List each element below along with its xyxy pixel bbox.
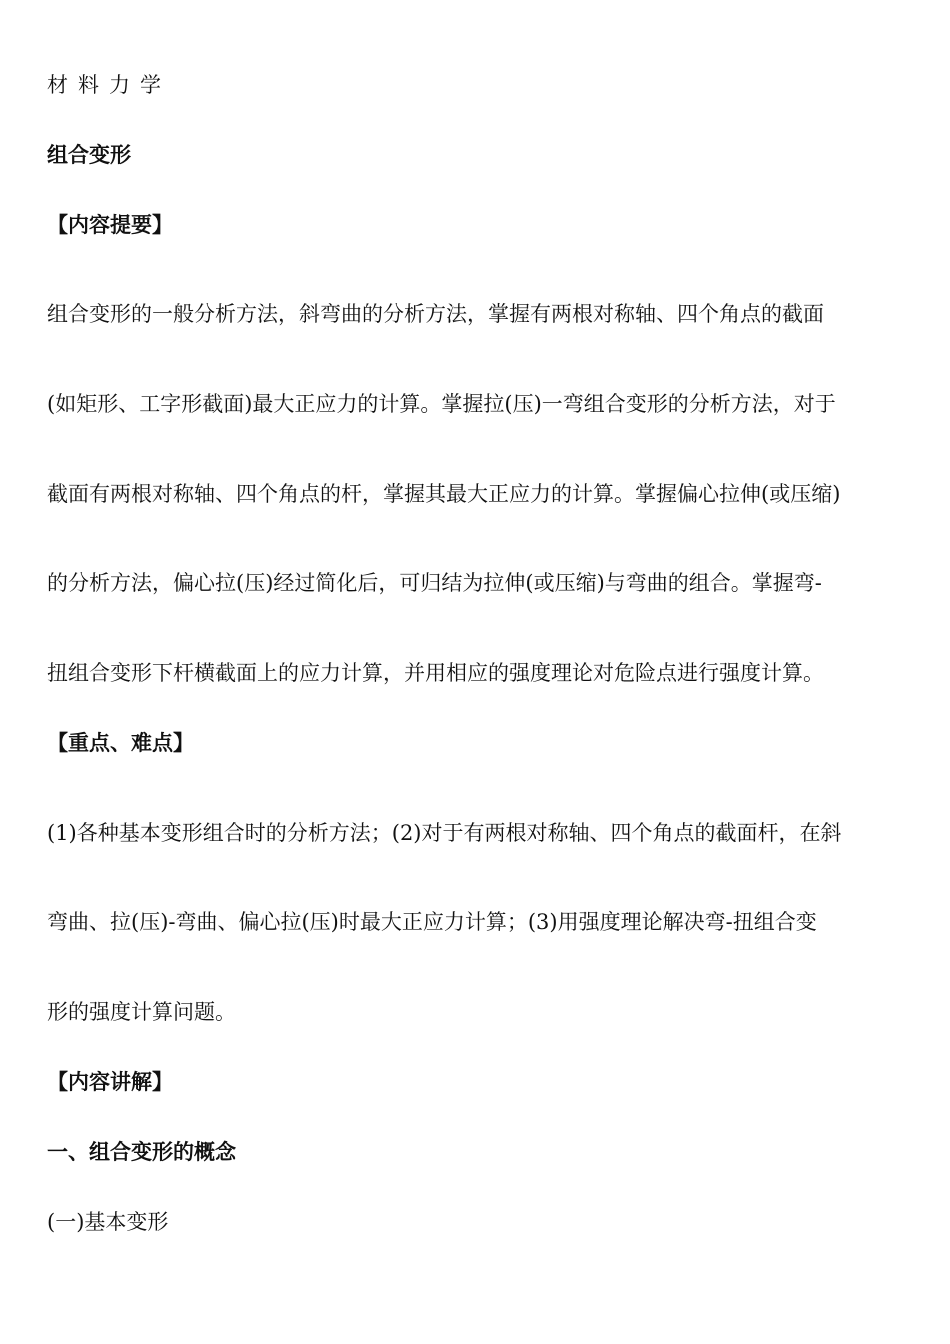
- key-point-line: 形的强度计算问题。: [47, 1000, 236, 1024]
- subsubsection-heading: (一)基本变形: [47, 1210, 169, 1234]
- chapter-title: 组合变形: [47, 143, 131, 167]
- key-point-line: 弯曲、拉(压)-弯曲、偏心拉(压)时最大正应力计算；(3)用强度理论解决弯-扭组合变: [47, 910, 817, 934]
- summary-line: 组合变形的一般分析方法，斜弯曲的分析方法，掌握有两根对称轴、四个角点的截面: [47, 302, 824, 326]
- key-point-line: (1)各种基本变形组合时的分析方法；(2)对于有两根对称轴、四个角点的截面杆，在斜: [47, 821, 842, 845]
- section-heading-summary: 【内容提要】: [47, 213, 173, 237]
- subsection-heading: 一、组合变形的概念: [47, 1140, 236, 1164]
- document-header: 材料力学: [47, 73, 171, 97]
- summary-line: (如矩形、工字形截面)最大正应力的计算。掌握拉(压)一弯组合变形的分析方法，对于: [47, 392, 836, 416]
- section-heading-explanation: 【内容讲解】: [47, 1070, 173, 1094]
- summary-line: 扭组合变形下杆横截面上的应力计算，并用相应的强度理论对危险点进行强度计算。: [47, 661, 824, 685]
- summary-line: 截面有两根对称轴、四个角点的杆，掌握其最大正应力的计算。掌握偏心拉伸(或压缩): [47, 482, 841, 506]
- summary-line: 的分析方法，偏心拉(压)经过简化后，可归结为拉伸(或压缩)与弯曲的组合。掌握弯-: [47, 571, 822, 595]
- section-heading-key-points: 【重点、难点】: [47, 731, 194, 755]
